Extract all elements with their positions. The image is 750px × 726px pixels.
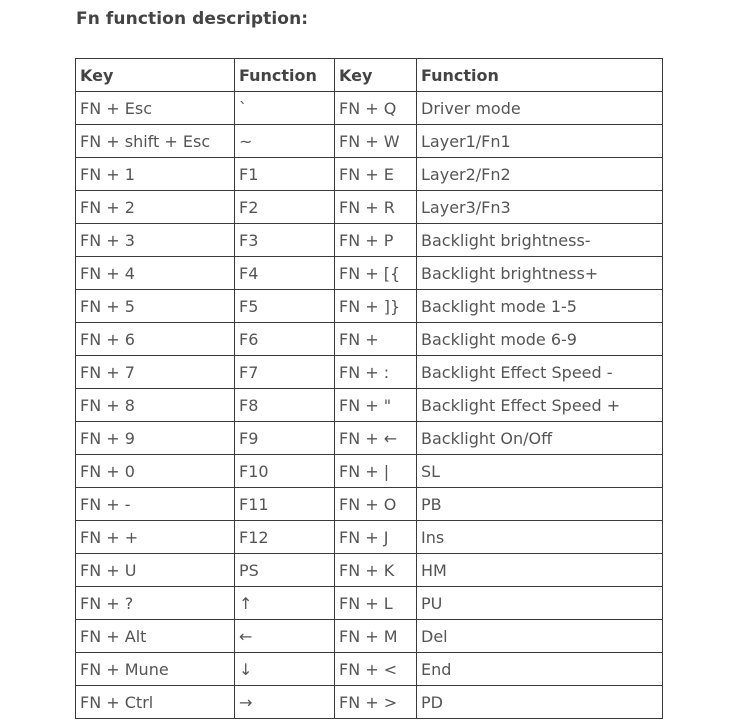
key-cell: FN + Mune — [76, 653, 235, 686]
function-cell: F4 — [235, 257, 335, 290]
key-cell: FN + 1 — [76, 158, 235, 191]
key-cell: FN + > — [335, 686, 417, 719]
table-row — [76, 620, 663, 653]
key-cell: FN + | — [335, 455, 417, 488]
function-cell: Backlight brightness- — [417, 224, 663, 257]
function-cell: F8 — [235, 389, 335, 422]
table-row — [76, 389, 663, 422]
function-cell: Backlight brightness+ — [417, 257, 663, 290]
key-cell: FN + ? — [76, 587, 235, 620]
function-cell: Driver mode — [417, 92, 663, 125]
table-row — [76, 422, 663, 455]
function-cell: HM — [417, 554, 663, 587]
table-row — [76, 323, 663, 356]
key-cell: FN + - — [76, 488, 235, 521]
key-cell: FN + 8 — [76, 389, 235, 422]
key-cell: FN + 7 — [76, 356, 235, 389]
key-cell: FN + M — [335, 620, 417, 653]
table-row — [76, 290, 663, 323]
table-row — [76, 356, 663, 389]
key-cell: FN + shift + Esc — [76, 125, 235, 158]
key-cell: FN + Q — [335, 92, 417, 125]
table-row — [76, 224, 663, 257]
key-cell: FN + O — [335, 488, 417, 521]
key-cell: FN + L — [335, 587, 417, 620]
key-cell: FN + E — [335, 158, 417, 191]
key-cell: FN + 9 — [76, 422, 235, 455]
header-function-1: Function — [235, 59, 335, 92]
key-cell: FN + P — [335, 224, 417, 257]
key-cell: FN + < — [335, 653, 417, 686]
key-cell: FN + 0 — [76, 455, 235, 488]
key-cell: FN + U — [76, 554, 235, 587]
table-row — [76, 125, 663, 158]
function-cell: SL — [417, 455, 663, 488]
key-cell: FN + K — [335, 554, 417, 587]
key-cell: FN + 5 — [76, 290, 235, 323]
table-row — [76, 158, 663, 191]
function-cell: Backlight mode 6-9 — [417, 323, 663, 356]
key-cell: FN + + — [76, 521, 235, 554]
table-row — [76, 521, 663, 554]
function-cell: F11 — [235, 488, 335, 521]
function-cell: End — [417, 653, 663, 686]
function-cell: Backlight On/Off — [417, 422, 663, 455]
key-cell: FN + — [335, 323, 417, 356]
key-cell: FN + Esc — [76, 92, 235, 125]
function-cell: F5 — [235, 290, 335, 323]
function-cell: ↓ — [235, 653, 335, 686]
function-cell: Layer3/Fn3 — [417, 191, 663, 224]
function-cell: F7 — [235, 356, 335, 389]
fn-function-table — [75, 58, 663, 719]
table-row — [76, 455, 663, 488]
function-cell: Backlight Effect Speed + — [417, 389, 663, 422]
function-cell: Ins — [417, 521, 663, 554]
function-cell: F1 — [235, 158, 335, 191]
key-cell: FN + 6 — [76, 323, 235, 356]
table-row — [76, 554, 663, 587]
function-cell: ← — [235, 620, 335, 653]
key-cell: FN + ]} — [335, 290, 417, 323]
function-cell: Layer1/Fn1 — [417, 125, 663, 158]
key-cell: FN + ← — [335, 422, 417, 455]
table-header-row — [76, 59, 663, 92]
table-row — [76, 257, 663, 290]
function-cell: PS — [235, 554, 335, 587]
function-cell: PD — [417, 686, 663, 719]
function-cell: Backlight Effect Speed - — [417, 356, 663, 389]
function-cell: ↑ — [235, 587, 335, 620]
key-cell: FN + [{ — [335, 257, 417, 290]
key-cell: FN + J — [335, 521, 417, 554]
key-cell: FN + 4 — [76, 257, 235, 290]
key-cell: FN + " — [335, 389, 417, 422]
function-cell: PU — [417, 587, 663, 620]
table-row — [76, 191, 663, 224]
function-cell: PB — [417, 488, 663, 521]
function-cell: F9 — [235, 422, 335, 455]
key-cell: FN + R — [335, 191, 417, 224]
function-cell: ~ — [235, 125, 335, 158]
key-cell: FN + 3 — [76, 224, 235, 257]
function-cell: Del — [417, 620, 663, 653]
table-row — [76, 488, 663, 521]
key-cell: FN + W — [335, 125, 417, 158]
table-row — [76, 587, 663, 620]
function-cell: F2 — [235, 191, 335, 224]
key-cell: FN + Ctrl — [76, 686, 235, 719]
table-row — [76, 686, 663, 719]
function-cell: → — [235, 686, 335, 719]
key-cell: FN + Alt — [76, 620, 235, 653]
header-key-1: Key — [76, 59, 235, 92]
function-cell: ` — [235, 92, 335, 125]
function-cell: Layer2/Fn2 — [417, 158, 663, 191]
page-title: Fn function description: — [76, 9, 309, 29]
table-row — [76, 653, 663, 686]
function-cell: F12 — [235, 521, 335, 554]
function-cell: Backlight mode 1-5 — [417, 290, 663, 323]
header-function-2: Function — [417, 59, 663, 92]
header-key-2: Key — [335, 59, 417, 92]
table-row — [76, 92, 663, 125]
function-cell: F3 — [235, 224, 335, 257]
key-cell: FN + : — [335, 356, 417, 389]
function-cell: F6 — [235, 323, 335, 356]
function-cell: F10 — [235, 455, 335, 488]
key-cell: FN + 2 — [76, 191, 235, 224]
